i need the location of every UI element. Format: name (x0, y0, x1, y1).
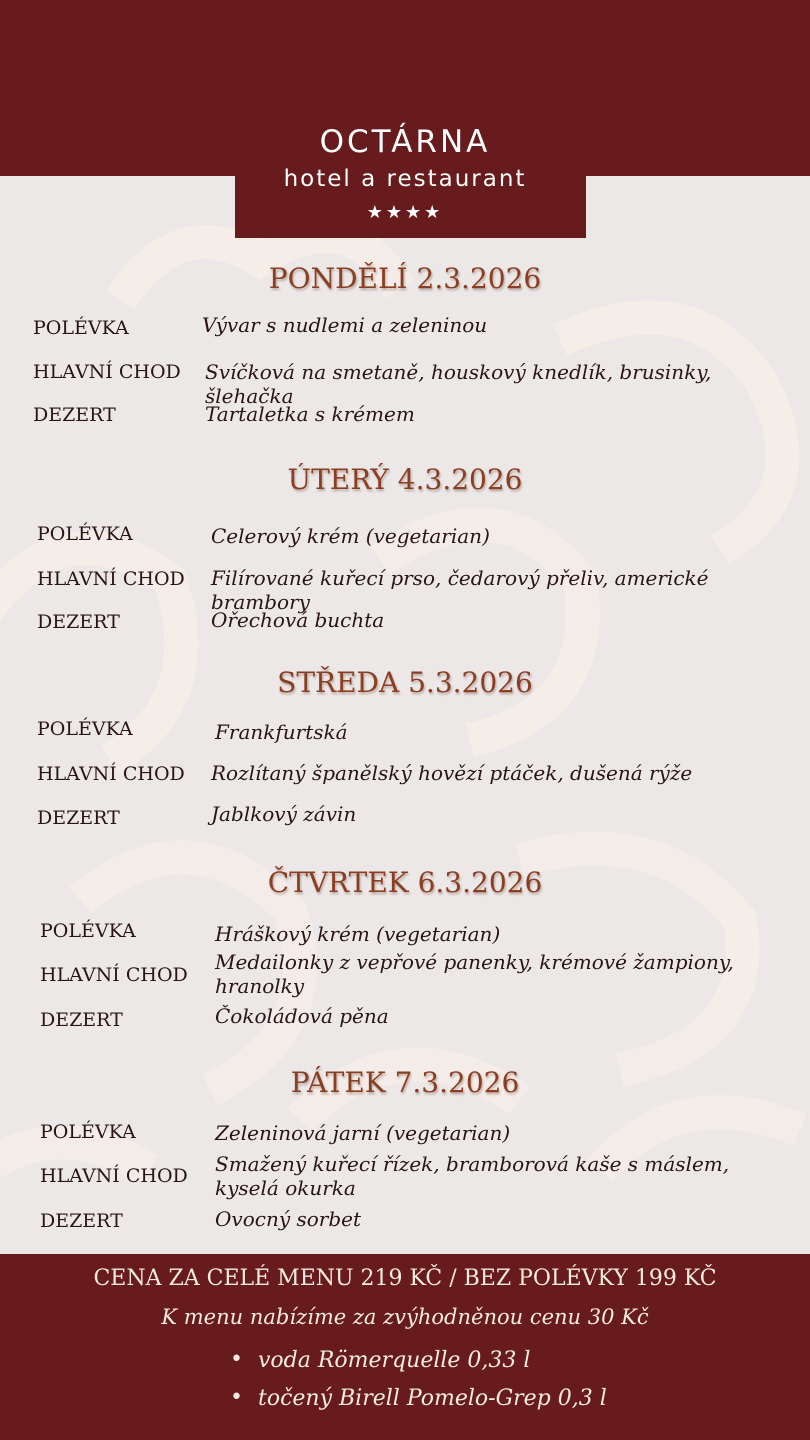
brand-tagline: hotel a restaurant (283, 166, 527, 192)
dish-dessert: Tartaletka s krémem (205, 402, 415, 426)
day-title-wednesday: STŘEDA 5.3.2026 (277, 666, 533, 699)
label-main: HLAVNÍ CHOD (40, 1165, 188, 1187)
label-main: HLAVNÍ CHOD (37, 763, 185, 785)
day-title-monday: PONDĚLÍ 2.3.2026 (268, 262, 542, 295)
label-soup: POLÉVKA (37, 718, 133, 740)
drink-item: • točený Birell Pomelo-Grep 0,3 l (228, 1386, 607, 1424)
label-soup: POLÉVKA (33, 317, 129, 339)
dish-main: Filírované kuřecí prso, čedarový přeliv, americké brambory (211, 566, 709, 614)
dish-dessert: Ovocný sorbet (215, 1207, 362, 1231)
label-soup: POLÉVKA (40, 1121, 136, 1143)
dish-soup: Frankfurtská (215, 720, 348, 744)
dish-soup: Vývar s nudlemi a zeleninou (202, 313, 488, 337)
label-dessert: DEZERT (40, 1009, 123, 1031)
day-title-thursday: ČTVRTEK 6.3.2026 (267, 866, 543, 899)
dish-soup: Hráškový krém (vegetarian) (215, 922, 501, 946)
brand-name: OCTÁRNA (319, 124, 491, 160)
label-dessert: DEZERT (37, 611, 120, 633)
drink-list (228, 1348, 607, 1424)
dish-dessert: Čokoládová pěna (215, 1004, 389, 1028)
drink-offer: K menu nabízíme za zvýhodněnou cenu 30 Kč (161, 1305, 649, 1329)
label-dessert: DEZERT (33, 404, 116, 426)
label-main: HLAVNÍ CHOD (33, 361, 181, 383)
label-soup: POLÉVKA (40, 920, 136, 942)
label-dessert: DEZERT (37, 807, 120, 829)
dish-dessert: Jablkový závin (211, 802, 357, 826)
drink-item: • voda Römerquelle 0,33 l (228, 1348, 607, 1386)
dish-main: Smažený kuřecí řízek, bramborová kaše s máslem, kyselá okurka (215, 1152, 730, 1200)
dish-main: Rozlítaný španělský hovězí ptáček, dušená rýže (211, 761, 693, 785)
dish-main: Svíčková na smetaně, houskový knedlík, brusinky, šlehačka (205, 360, 712, 408)
dish-soup: Zeleninová jarní (vegetarian) (215, 1121, 511, 1145)
label-dessert: DEZERT (40, 1210, 123, 1232)
dish-main: Medailonky z vepřové panenky, krémové žampiony, hranolky (215, 950, 734, 998)
dish-dessert: Ořechová buchta (211, 608, 385, 632)
menu-price: CENA ZA CELÉ MENU 219 KČ / BEZ POLÉVKY 199 KČ (93, 1266, 717, 1291)
label-main: HLAVNÍ CHOD (40, 964, 188, 986)
label-soup: POLÉVKA (37, 523, 133, 545)
day-title-tuesday: ÚTERÝ 4.3.2026 (287, 463, 523, 496)
label-main: HLAVNÍ CHOD (37, 568, 185, 590)
day-title-friday: PÁTEK 7.3.2026 (290, 1066, 520, 1099)
hotel-stars: ★★★★ (366, 202, 444, 223)
dish-soup: Celerový krém (vegetarian) (211, 524, 490, 548)
